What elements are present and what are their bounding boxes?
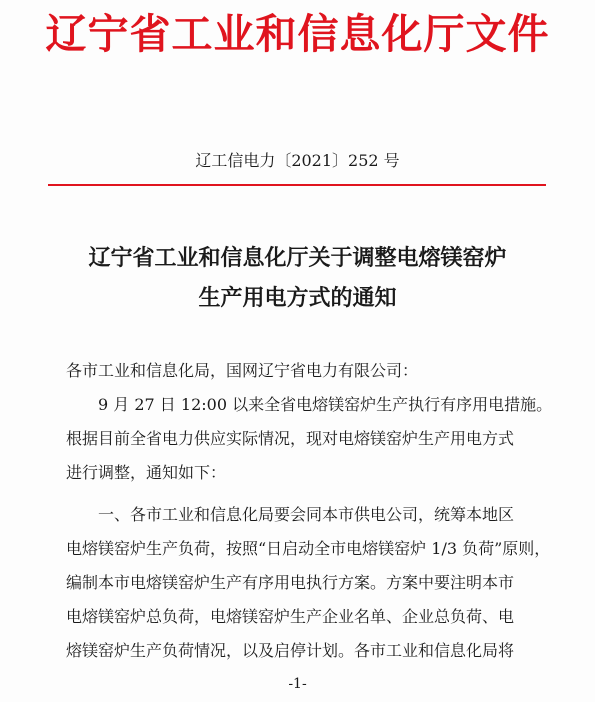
issuing-authority-header: 辽宁省工业和信息化厅文件 (45, 10, 550, 58)
red-divider-rule (48, 184, 546, 186)
notice-title-line-1: 辽宁省工业和信息化厅关于调整电熔镁窑炉 (88, 246, 507, 271)
document-number: 辽工信电力〔2021〕252 号 (195, 151, 400, 170)
paragraph-1-line: 9 月 27 日 12:00 以来全省电熔镁窑炉生产执行有序用电措施。 (98, 395, 553, 414)
paragraph-2-line: 一、各市工业和信息化局要会同本市供电公司，统筹本地区 (98, 505, 515, 524)
notice-title-line-2: 生产用电方式的通知 (198, 286, 397, 311)
paragraph-2-line: 电熔镁窑炉生产负荷，按照“日启动全市电熔镁窑炉 1/3 负荷”原则， (66, 539, 551, 558)
paragraph-1-line: 根据目前全省电力供应实际情况，现对电熔镁窑炉生产用电方式 (66, 429, 515, 448)
salutation: 各市工业和信息化局，国网辽宁省电力有限公司： (66, 361, 419, 380)
page-number: -1- (288, 676, 307, 692)
paragraph-2-line: 编制本市电熔镁窑炉生产有序用电执行方案。方案中要注明本市 (66, 573, 515, 592)
paragraph-2-line: 熔镁窑炉生产负荷情况，以及启停计划。各市工业和信息化局将 (66, 641, 515, 660)
paragraph-1-line: 进行调整，通知如下： (66, 463, 227, 482)
paragraph-2-line: 电熔镁窑炉总负荷，电熔镁窑炉生产企业名单、企业总负荷、电 (66, 607, 515, 626)
